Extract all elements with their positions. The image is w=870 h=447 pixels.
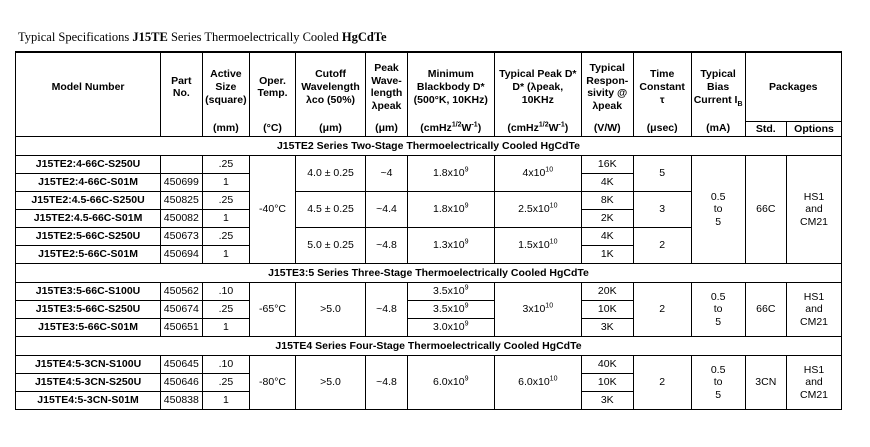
part-number: 450082 <box>161 210 202 228</box>
package-std: 3CN <box>745 356 786 410</box>
caption-middle: Series Thermoelectrically Cooled <box>170 30 339 44</box>
min-blackbody-d: $3.5x10^9$ <box>407 301 494 319</box>
active-size: .25 <box>202 192 250 210</box>
model-number: J15TE4:5-3CN-S01M <box>16 392 161 410</box>
typical-peak-d: $4x10^{10}$ <box>494 156 581 192</box>
package-std: 66C <box>745 156 786 264</box>
spec-table <box>15 51 842 410</box>
header-packages: Packages <box>745 52 841 122</box>
unit-time-const: (μsec) <box>633 122 691 137</box>
model-number: J15TE3:5-66C-S100U <box>16 283 161 301</box>
part-number: 450699 <box>161 174 202 192</box>
section-title: J15TE4 Series Four-Stage Thermoelectrically Cooled HgCdTe <box>16 337 842 356</box>
oper-temp: -80°C <box>250 356 296 410</box>
responsivity: 40K <box>581 356 633 374</box>
part-number: 450825 <box>161 192 202 210</box>
header-model: Model Number <box>16 52 161 122</box>
unit-part-blank <box>161 122 202 137</box>
responsivity: 10K <box>581 374 633 392</box>
responsivity: 1K <box>581 246 633 264</box>
model-number: J15TE3:5-66C-S01M <box>16 319 161 337</box>
unit-oper-temp: (°C) <box>250 122 296 137</box>
active-size: .25 <box>202 374 250 392</box>
header-peak-wave: Peak Wave-length λpeak <box>366 52 407 122</box>
time-constant: 5 <box>633 156 691 192</box>
peak-wavelength: ~4.8 <box>366 228 407 264</box>
responsivity: 3K <box>581 392 633 410</box>
active-size: 1 <box>202 246 250 264</box>
table-caption <box>18 30 387 45</box>
part-number: 450646 <box>161 374 202 392</box>
responsivity: 10K <box>581 301 633 319</box>
caption-series: J15TE <box>132 30 168 44</box>
active-size: .10 <box>202 283 250 301</box>
header-time-const: Time Constant τ <box>633 52 691 122</box>
model-number: J15TE2:5-66C-S01M <box>16 246 161 264</box>
time-constant: 3 <box>633 192 691 228</box>
active-size: .25 <box>202 228 250 246</box>
active-size: .10 <box>202 356 250 374</box>
part-number: 450651 <box>161 319 202 337</box>
unit-responsivity: (V/W) <box>581 122 633 137</box>
unit-min-blackbody: $(cmHz^{1/2}W^{-1})$ <box>407 122 494 137</box>
oper-temp: -40°C <box>250 156 296 264</box>
cutoff-wavelength: 4.5 ± 0.25 <box>295 192 365 228</box>
cutoff-wavelength: 4.0 ± 0.25 <box>295 156 365 192</box>
active-size: 1 <box>202 392 250 410</box>
responsivity: 8K <box>581 192 633 210</box>
unit-model-blank <box>16 122 161 137</box>
header-responsivity: Typical Respon-sivity @ λpeak <box>581 52 633 122</box>
min-blackbody-d: $3.0x10^9$ <box>407 319 494 337</box>
min-blackbody-d: $3.5x10^9$ <box>407 283 494 301</box>
unit-std: Std. <box>745 122 786 137</box>
caption-prefix: Typical Specifications <box>18 30 130 44</box>
responsivity: 4K <box>581 174 633 192</box>
responsivity: 4K <box>581 228 633 246</box>
model-number: J15TE2:4.5-66C-S01M <box>16 210 161 228</box>
model-number: J15TE2:4-66C-S01M <box>16 174 161 192</box>
model-number: J15TE2:4.5-66C-S250U <box>16 192 161 210</box>
cutoff-wavelength: >5.0 <box>295 283 365 337</box>
responsivity: 2K <box>581 210 633 228</box>
responsivity: 3K <box>581 319 633 337</box>
typical-peak-d: $3x10^{10}$ <box>494 283 581 337</box>
model-number: J15TE3:5-66C-S250U <box>16 301 161 319</box>
part-number: 450673 <box>161 228 202 246</box>
active-size: .25 <box>202 156 250 174</box>
time-constant: 2 <box>633 228 691 264</box>
unit-options: Options <box>787 122 842 137</box>
min-blackbody-d: $1.8x10^9$ <box>407 192 494 228</box>
header-part-no: Part No. <box>161 52 202 122</box>
model-number: J15TE4:5-3CN-S100U <box>16 356 161 374</box>
typical-peak-d: $6.0x10^{10}$ <box>494 356 581 410</box>
peak-wavelength: ~4.8 <box>366 356 407 410</box>
responsivity: 20K <box>581 283 633 301</box>
part-number: 450694 <box>161 246 202 264</box>
model-number: J15TE2:5-66C-S250U <box>16 228 161 246</box>
section-title: J15TE3:5 Series Three-Stage Thermoelectrically Cooled HgCdTe <box>16 264 842 283</box>
cutoff-wavelength: >5.0 <box>295 356 365 410</box>
peak-wavelength: ~4.4 <box>366 192 407 228</box>
unit-peak-wave: (μm) <box>366 122 407 137</box>
active-size: 1 <box>202 210 250 228</box>
package-options: HS1 and CM21 <box>787 156 842 264</box>
oper-temp: -65°C <box>250 283 296 337</box>
header-bias: Typical Bias Current $I_B$ <box>691 52 745 122</box>
active-size: 1 <box>202 174 250 192</box>
unit-cutoff: (μm) <box>295 122 365 137</box>
header-oper-temp: Oper. Temp. <box>250 52 296 122</box>
peak-wavelength: ~4.8 <box>366 283 407 337</box>
caption-material: HgCdTe <box>341 30 387 44</box>
header-active-size: Active Size (square) <box>202 52 250 122</box>
typical-peak-d: $2.5x10^{10}$ <box>494 192 581 228</box>
header-typ-peak: Typical Peak D* D* (λpeak, 10KHz <box>494 52 581 122</box>
active-size: .25 <box>202 301 250 319</box>
part-number: 450645 <box>161 356 202 374</box>
min-blackbody-d: $6.0x10^9$ <box>407 356 494 410</box>
header-min-blackbody: Minimum Blackbody D* (500°K, 10KHz) <box>407 52 494 122</box>
unit-active-size: (mm) <box>202 122 250 137</box>
min-blackbody-d: $1.3x10^9$ <box>407 228 494 264</box>
model-number: J15TE2:4-66C-S250U <box>16 156 161 174</box>
active-size: 1 <box>202 319 250 337</box>
bias-current: 0.5 to 5 <box>691 356 745 410</box>
cutoff-wavelength: 5.0 ± 0.25 <box>295 228 365 264</box>
bias-current: 0.5 to 5 <box>691 283 745 337</box>
typical-peak-d: $1.5x10^{10}$ <box>494 228 581 264</box>
unit-typ-peak: $(cmHz^{1/2}W^{-1})$ <box>494 122 581 137</box>
header-cutoff: Cutoff Wavelength λco (50%) <box>295 52 365 122</box>
package-options: HS1 and CM21 <box>787 283 842 337</box>
package-std: 66C <box>745 283 786 337</box>
model-number: J15TE4:5-3CN-S250U <box>16 374 161 392</box>
part-number: 450674 <box>161 301 202 319</box>
time-constant: 2 <box>633 356 691 410</box>
unit-bias: (mA) <box>691 122 745 137</box>
time-constant: 2 <box>633 283 691 337</box>
part-number: 450562 <box>161 283 202 301</box>
part-number <box>161 156 202 174</box>
part-number: 450838 <box>161 392 202 410</box>
package-options: HS1 and CM21 <box>787 356 842 410</box>
peak-wavelength: ~4 <box>366 156 407 192</box>
min-blackbody-d: $1.8x10^9$ <box>407 156 494 192</box>
section-title: J15TE2 Series Two-Stage Thermoelectrically Cooled HgCdTe <box>16 137 842 156</box>
responsivity: 16K <box>581 156 633 174</box>
bias-current: 0.5 to 5 <box>691 156 745 264</box>
